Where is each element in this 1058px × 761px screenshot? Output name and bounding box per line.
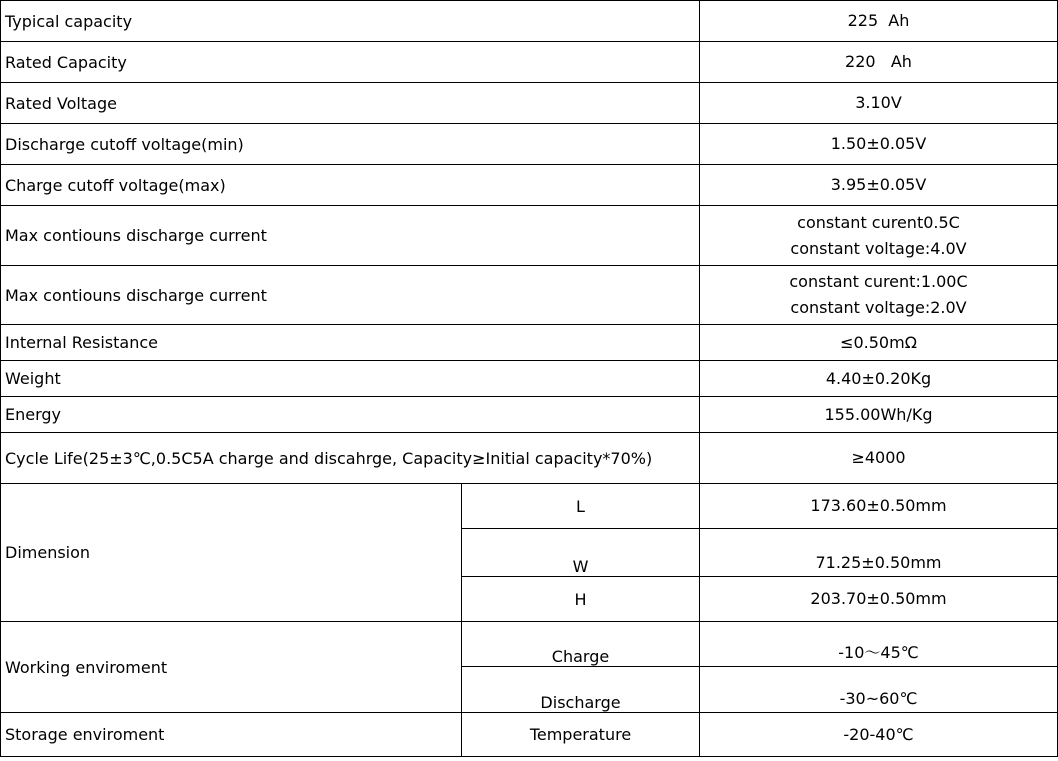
row-label: Max contiouns discharge current [1,206,700,266]
table-row [1,83,1058,124]
storage-sub: Temperature [462,713,700,757]
row-value [700,266,1058,325]
dimension-value: 203.70±0.50mm [700,577,1058,622]
value-line: constant curent:1.00C [789,272,968,291]
row-label: Discharge cutoff voltage(min) [1,124,700,165]
row-value: 3.10V [700,83,1058,124]
row-value: 220 Ah [700,42,1058,83]
table-row [1,206,1058,266]
dimension-value: 71.25±0.50mm [700,529,1058,577]
row-label: Cycle Life(25±3℃,0.5C5A charge and discahrge, Capacity≥Initial capacity*70%) [1,433,700,484]
row-label: Rated Voltage [1,83,700,124]
row-value: 1.50±0.05V [700,124,1058,165]
dimension-sub: W [462,529,700,577]
dimension-value: 173.60±0.50mm [700,484,1058,529]
working-label: Working enviroment [1,622,462,713]
dimension-label: Dimension [1,484,462,622]
table-row [1,165,1058,206]
storage-label: Storage enviroment [1,713,462,757]
table-row [1,124,1058,165]
table-row [1,433,1058,484]
row-value: ≥4000 [700,433,1058,484]
value-line: constant voltage:4.0V [790,238,967,258]
working-value: -30~60℃ [700,667,1058,713]
dimension-sub: L [462,484,700,529]
storage-row [1,713,1058,757]
row-value: 4.40±0.20Kg [700,361,1058,397]
row-value: ≤0.50mΩ [700,325,1058,361]
row-label: Max contiouns discharge current [1,266,700,325]
row-label: Charge cutoff voltage(max) [1,165,700,206]
storage-value: -20-40℃ [700,713,1058,757]
working-value: -10～45℃ [700,622,1058,667]
working-row [1,622,1058,667]
row-value [700,206,1058,266]
value-line: constant voltage:2.0V [790,298,967,317]
row-value: 3.95±0.05V [700,165,1058,206]
row-label: Weight [1,361,700,397]
row-label: Energy [1,397,700,433]
dimension-row [1,484,1058,529]
table-row [1,266,1058,325]
working-sub: Discharge [462,667,700,713]
table-row [1,325,1058,361]
row-label: Typical capacity [1,1,700,42]
row-value: 225 Ah [700,1,1058,42]
row-label: Internal Resistance [1,325,700,361]
table-row [1,397,1058,433]
working-sub: Charge [462,622,700,667]
table-row [1,1,1058,42]
table-row [1,42,1058,83]
value-line: constant curent0.5C [797,212,960,232]
dimension-sub: H [462,577,700,622]
table-row [1,361,1058,397]
row-label: Rated Capacity [1,42,700,83]
row-value: 155.00Wh/Kg [700,397,1058,433]
